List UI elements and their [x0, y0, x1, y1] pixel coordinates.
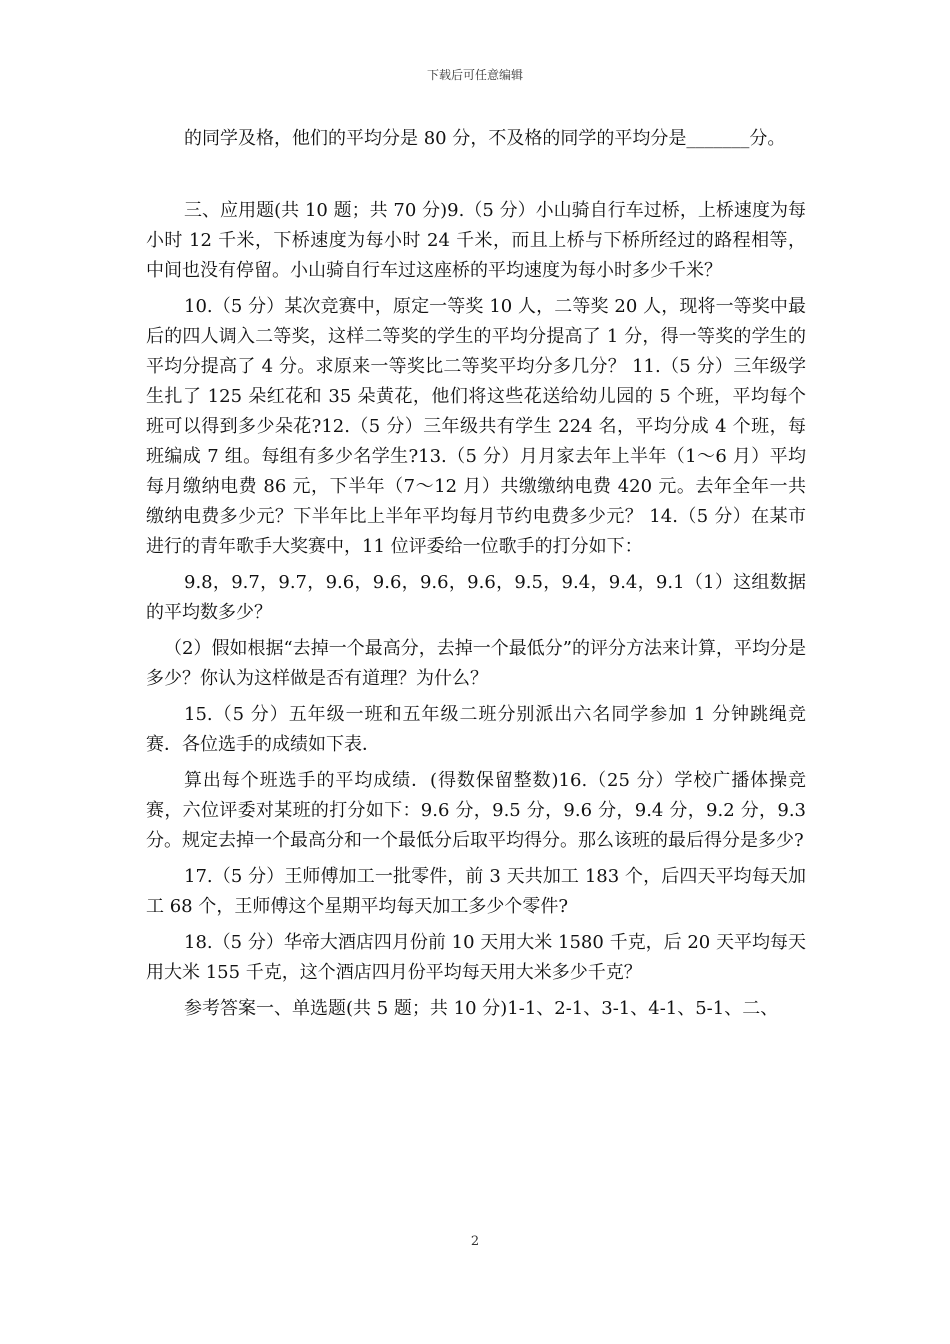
question-15: 15.（5 分）五年级一班和五年级二班分别派出六名同学参加 1 分钟跳绳竞赛．各位选手的成绩如下表． — [146, 704, 806, 755]
page-number: 2 — [470, 1234, 480, 1249]
question-15-16: 算出每个班选手的平均成绩．(得数保留整数)16.（25 分）学校广播体操竞赛，六位评委对某班的打分如下：9.6 分，9.5 分，9.6 分，9.4 分，9.2 分，9.3 分。规定去掉一个最高分和一个最低分后取平均得分。那么该班的最后得分是多少? — [146, 770, 806, 851]
answer-key-heading: 参考答案一、单选题(共 5 题；共 10 分)1-1、2-1、3-1、4-1、5-1、二、 — [184, 998, 779, 1019]
spacer — [146, 154, 806, 196]
question-17: 17.（5 分）王师傅加工一批零件，前 3 天共加工 183 个，后四天平均每天加工 68 个，王师傅这个星期平均每天加工多少个零件? — [146, 866, 806, 917]
document-body — [146, 124, 806, 1024]
page-header: 下载后可任意编辑 — [426, 68, 523, 82]
section-three-question-9: 三、应用题(共 10 题；共 70 分)9.（5 分）小山骑自行车过桥，上桥速度为每小时 12 千米，下桥速度为每小时 24 千米，而且上桥与下桥所经过的路程相等，中间也没有停留。小山骑自行车过这座桥的平均速度为每小时多少千米？ — [146, 200, 806, 281]
paragraph-continuation: 的同学及格，他们的平均分是 80 分，不及格的同学的平均分是_______分。 — [184, 128, 786, 149]
question-14-scores: 9.8，9.7，9.7，9.6，9.6，9.6，9.6，9.5，9.4，9.4，9.1（1）这组数据的平均数多少？ — [146, 572, 806, 623]
question-14-part-2: （2）假如根据“去掉一个最高分，去掉一个最低分”的评分方法来计算，平均分是多少？你认为这样做是否有道理？为什么？ — [146, 638, 806, 689]
question-18: 18.（5 分）华帝大酒店四月份前 10 天用大米 1580 千克，后 20 天平均每天用大米 155 千克，这个酒店四月份平均每天用大米多少千克？ — [146, 932, 806, 983]
questions-10-to-14: 10.（5 分）某次竞赛中，原定一等奖 10 人，二等奖 20 人，现将一等奖中最后的四人调入二等奖，这样二等奖的学生的平均分提高了 1 分，得一等奖的学生的平均分提高了 4 分。求原来一等奖比二等奖平均分多几分？ 11.（5 分）三年级学生扎了 125 朵红花和 35 朵黄花，他们将这些花送给幼儿园的 5 个班，平均每个班可以得到多少朵花?12.（5 分）三年级共有学生 224 名，平均分成 4 个班，每班编成 7 组。每组有多少名学生?13.（5 分）月月家去年上半年（1～6 月）平均每月缴纳电费 86 元，下半年（7～12 月）共缴缴纳电费 420 元。去年全年一共缴纳电费多少元？下半年比上半年平均每月节约电费多少元？ 14.（5 分）在某市进行的青年歌手大奖赛中，11 位评委给一位歌手的打分如下： — [146, 296, 806, 557]
